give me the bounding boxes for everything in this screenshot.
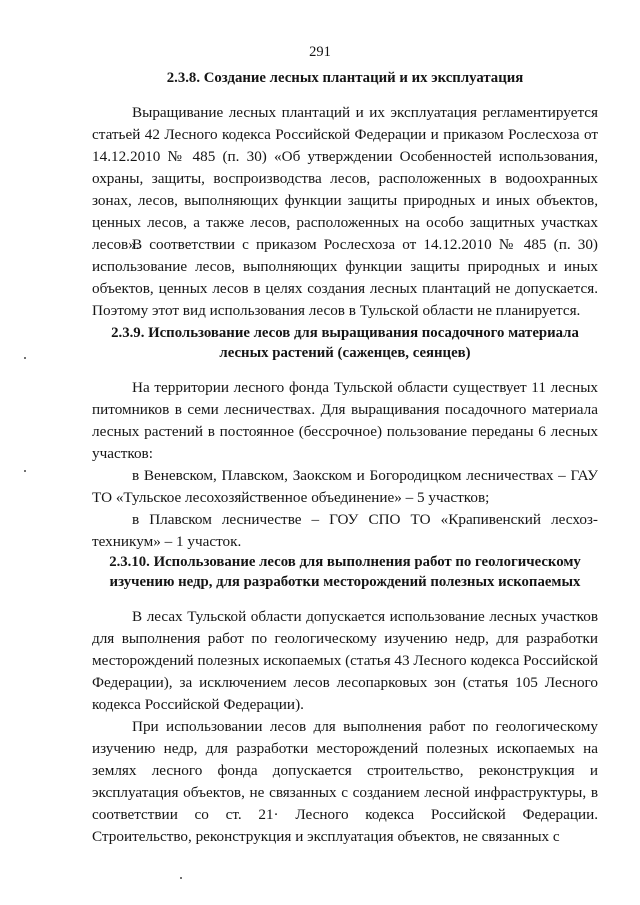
scan-speck — [24, 470, 26, 472]
scan-speck — [24, 357, 26, 359]
section-heading-2-3-8: 2.3.8. Создание лесных плантаций и их эксплуатация — [166, 70, 524, 86]
list-item: в Плавском лесничестве – ГОУ СПО ТО «Крапивенский лесхоз-техникум» – 1 участок. — [92, 511, 598, 550]
paragraph: На территории лесного фонда Тульской области существует 11 лесных питомников в семи лесничествах. Для выращивания посадочного материала лесных растений в постоянное (бессрочное) пользование переданы 6 лесных участков: — [92, 379, 598, 462]
scan-speck — [180, 877, 182, 879]
paragraph: При использовании лесов для выполнения работ по геологическому изучению недр, для разработки месторождений полезных ископаемых на землях лесного фонда допускается строительство, реконструкция и эксплуатация объектов, не связанных с созданием лесной инфраструктуры, в соответствии со ст. 21· Лесного кодекса Российской Федерации. Строительство, реконструкция и эксплуатация объектов, не связанных с — [92, 718, 598, 845]
list-item: в Веневском, Плавском, Заокском и Богородицком лесничествах – ГАУ ТО «Тульское лесохозяйственное объединение» – 5 участков; — [92, 467, 598, 506]
section-heading-2-3-9: 2.3.9. Использование лесов для выращивания посадочного материала лесных растений (саженцев, сеянцев) — [111, 325, 579, 361]
paragraph: В соответствии с приказом Рослесхоза от 14.12.2010 № 485 (п. 30) использование лесов, выполняющих функции защиты природных и иных объектов, ценных лесов в целях создания лесных плантаций не допускается. Поэтому этот вид использования лесов в Тульской области не планируется. — [92, 236, 598, 319]
section-heading-2-3-10: 2.3.10. Использование лесов для выполнения работ по геологическому изучению недр, для разработки месторождений полезных ископаемых — [109, 554, 581, 590]
paragraph: Выращивание лесных плантаций и их эксплуатация регламентируется статьей 42 Лесного кодекса Российской Федерации и приказом Рослесхоза от 14.12.2010 № 485 (п. 30) «Об утверждении Особенностей использования, охраны, защиты, воспроизводства лесов, расположенных в водоохранных зонах, лесов, выполняющих функции защиты природных и иных объектов, ценных лесов, а также лесов, расположенных на особо защитных участках лесов». — [92, 104, 598, 253]
page-number: 291 — [309, 44, 331, 60]
paragraph: В лесах Тульской области допускается использование лесных участков для выполнения работ по геологическому изучению недр, для разработки месторождений полезных ископаемых (статья 43 Лесного кодекса Российской Федерации), за исключением лесов лесопарковых зон (статья 105 Лесного кодекса Российской Федерации). — [92, 608, 598, 713]
